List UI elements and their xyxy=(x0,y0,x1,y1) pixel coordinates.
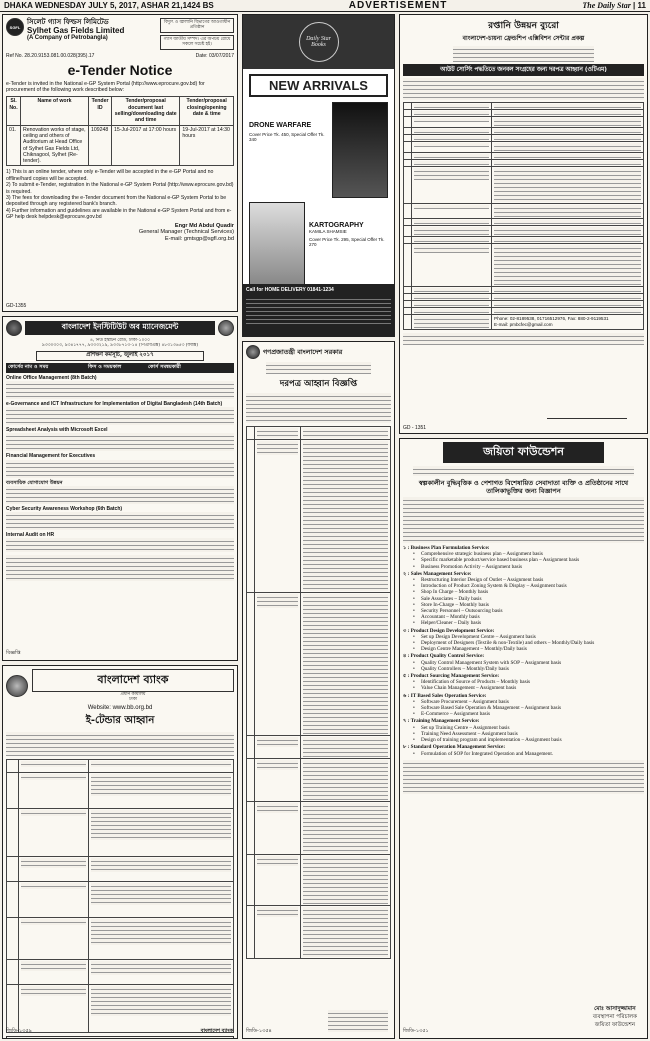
govt-heading: দরপত্র আহ্বান বিজ্ঞপ্তি xyxy=(279,379,358,389)
book2-author: KAMILA SHAMSIE xyxy=(309,229,347,234)
daily-star-books-logo: Daily Star Books xyxy=(299,22,339,62)
bullet-icon: • xyxy=(413,685,415,692)
service-item-text: Design of training program and implementation – Assignment basis xyxy=(421,737,562,744)
course-list xyxy=(6,375,234,552)
govt-title: গণপ্রজাতন্ত্রী বাংলাদেশ সরকার xyxy=(263,347,343,356)
govt-tender-table xyxy=(246,426,391,959)
ref-number: Ref No. 28.20.9153.081.00.028(395).17 xyxy=(6,52,95,59)
signer-designation: General Manager (Technical Services) xyxy=(138,229,234,236)
bullet-icon: • xyxy=(413,698,415,705)
govt-signature-block xyxy=(328,1010,388,1032)
service-item-text: Identification of Source of Products – Monthly basis xyxy=(421,679,531,686)
service-item-text: Business Promotion Activity – Assignment basis xyxy=(421,563,523,570)
bim-address: ৪, নিউ ইস্কাটন রোড, ঢাকা-১০০০ xyxy=(89,338,151,343)
service-heading: ৩ : Product Design Development Service: xyxy=(403,627,495,634)
bim-program-title: প্রশিক্ষণ কর্মসূচি, জুলাই ২০১৭ xyxy=(36,351,204,361)
bullet-icon: • xyxy=(413,595,415,602)
bullet-icon: • xyxy=(413,724,415,731)
col-closing: Tender/proposal closing/opening date & time xyxy=(180,97,234,125)
joyita-subtitle: স্বল্পকালীন বুদ্ধিবৃত্তিক ও পেশাগত বিশেষায়িত সেবাদাতা ব্যক্তি ও প্রতিষ্ঠানের সাথে তালিকাভুক্তির জন্য বিজ্ঞাপন xyxy=(418,479,629,495)
bullet-icon: • xyxy=(413,551,415,558)
masthead-logo: The Daily Star | 11 xyxy=(582,1,646,10)
list-item: e-Governance and ICT Infrastructure for Implementation of Digital Bangladesh (14th Batch) xyxy=(6,401,234,425)
bullet-icon: • xyxy=(413,646,415,653)
section-title: ADVERTISEMENT xyxy=(348,0,448,11)
books-footer: Call for HOME DELIVERY 01841-1234 xyxy=(243,284,394,336)
ad-code: GD-1355 xyxy=(6,303,27,309)
bb-sub2: ঢাকা xyxy=(128,697,138,703)
bullet-icon: • xyxy=(413,659,415,666)
daily-star-books-ad xyxy=(242,14,395,337)
bullet-icon: • xyxy=(413,608,415,615)
bullet-icon: • xyxy=(413,563,415,570)
service-heading: ৬ : IT Based Sales Operation Service: xyxy=(403,692,487,699)
bim-training-ad xyxy=(2,316,238,661)
cell-id: 109248 xyxy=(89,125,112,166)
service-item-text: Deployment of Designers (Textile & non-Textile) and others – Monthly/Daily basis xyxy=(421,640,595,647)
joyita-foundation-ad xyxy=(399,438,648,1039)
epb-heading: আউট সোর্সিং পদ্ধতিতে জনবল সংগ্রহের জন্য দরপত্র আহ্বান (ওটিএম) xyxy=(403,64,644,76)
list-item xyxy=(403,620,644,626)
bullet-icon: • xyxy=(413,750,415,757)
sgfl-tender-ad xyxy=(2,14,238,312)
service-item-text: Training Need Assessment – Assignment basis xyxy=(421,730,518,737)
ad-code: জিডি-১৩৫৯ xyxy=(6,1028,32,1034)
col-work: Name of work xyxy=(21,97,89,125)
bullet-icon: • xyxy=(413,601,415,608)
list-item xyxy=(403,751,644,757)
col-id: Tender ID xyxy=(89,97,112,125)
bullet-icon: • xyxy=(413,620,415,627)
org-name-bn: সিলেট গ্যাস ফিল্ডস লিমিটেড xyxy=(27,18,109,26)
note-3: 3) The fees for downloading the e-Tender document from the National e-GP System Portal to be deposited through any registered bank's branch. xyxy=(6,195,227,208)
bim-table-header xyxy=(6,363,234,373)
edition-line: DHAKA WEDNESDAY JULY 5, 2017, ASHAR 21,1424 BS xyxy=(4,1,214,10)
book2-price: Cover Price Tk. 295, Special Offer Tk. 270 xyxy=(309,237,385,247)
epb-signature xyxy=(547,405,627,419)
bim-footer-text xyxy=(6,555,234,581)
list-item: Spreadsheet Analysis with Microsoft Excel xyxy=(6,427,234,451)
bb-footer-org: বাংলাদেশ ব্যাংক xyxy=(200,1028,233,1034)
cell-sl: 01. xyxy=(7,125,21,166)
bullet-icon: • xyxy=(413,705,415,712)
cell-closing: 19-Jul-2017 at 14:30 hours xyxy=(180,125,234,166)
signer-email: E-mail: gmtsgp@sgfl.org.bd xyxy=(164,235,234,242)
service-item-text: Store In-Charge – Monthly basis xyxy=(421,601,489,608)
service-item-text: E-Commerce – Assignment basis xyxy=(421,711,491,718)
list-item xyxy=(403,646,644,652)
bullet-icon: • xyxy=(413,577,415,584)
epb-title: রপ্তানি উন্নয়ন ব্যুরো xyxy=(488,21,559,31)
bullet-icon: • xyxy=(413,665,415,672)
note-2: 2) To submit e-Tender, registration in the National e-GP System Portal (http://www.eprocure.gov.bd) is required. xyxy=(6,182,234,195)
note-4: 4) Further information and guidelines are available in the National e-GP System Portal and from e-GP help desk helpdesk@eprocure.gov.bd xyxy=(6,207,232,221)
bim-title: বাংলাদেশ ইনস্টিটিউট অব ম্যানেজমেন্ট xyxy=(25,321,215,335)
bullet-icon: • xyxy=(413,679,415,686)
cell-selling: 15-Jul-2017 at 17:00 hours xyxy=(112,125,180,166)
service-heading: ৮ : Standard Operation Management Service: xyxy=(403,744,506,751)
bb-title: বাংলাদেশ ব্যাংক xyxy=(32,669,234,692)
book2-title: KARTOGRAPHY xyxy=(309,222,364,229)
col-sl: Sl. No. xyxy=(7,97,21,125)
epb-tender-table xyxy=(403,102,644,330)
notice-intro: e-Tender is invited in the National e-GP System Portal (http://www.eprocure.gov.bd) for procurement of the following work described below: xyxy=(6,80,205,94)
service-item-text: Sale Associates – Daily basis xyxy=(421,595,482,602)
service-heading: ৪ : Product Quality Control Service: xyxy=(403,653,485,660)
bullet-icon: • xyxy=(413,589,415,596)
bim-col-fee: ফিস ও সময়কাল xyxy=(88,363,122,370)
service-heading: ৫ : Product Sourcing Management Service: xyxy=(403,673,500,680)
book1-cover-image xyxy=(332,102,388,198)
service-item-text: Set up Training Centre – Assignment basis xyxy=(421,724,510,731)
ad-code: GD - 1351 xyxy=(403,425,427,431)
bullet-icon: • xyxy=(413,583,415,590)
service-item-text: Helper/Cleaner – Daily basis xyxy=(421,620,482,627)
cell-work: Renovation works of stage, ceiling and others of Auditorium at Head Office of Sylhet Gas Fields Ltd, Chiknagool, Sylhet (Re-tender). xyxy=(21,125,89,166)
sgfl-logo-icon: SGFL xyxy=(6,18,24,36)
notice-date: Date: 03/07/2017 xyxy=(195,52,234,59)
bullet-icon: • xyxy=(413,614,415,621)
service-item-text: Comprehensive strategic business plan – Assignment basis xyxy=(421,551,543,558)
service-heading: ১ : Business Plan Formulation Service: xyxy=(403,545,490,551)
col-selling: Tender/proposal document last selling/downloading date and time xyxy=(112,97,180,125)
org-subtitle: (A Company of Petrobangla) xyxy=(27,35,108,41)
service-item-text: Value Chain Management – Assignment basis xyxy=(421,685,517,692)
book1-price: Cover Price Tk. 450, Special Offer Tk. 340 xyxy=(249,132,325,142)
bullet-icon: • xyxy=(413,737,415,744)
service-item-text: Formulation of SOP for Integrated Operation and Management. xyxy=(421,750,554,757)
service-sections xyxy=(403,545,644,757)
bullet-icon: • xyxy=(413,557,415,564)
list-item xyxy=(403,666,644,672)
service-item-text: Design Centre Management – Monthly/Daily basis xyxy=(421,646,527,653)
bb-logo-icon xyxy=(6,675,28,697)
notice-title: e-Tender Notice xyxy=(67,61,173,78)
org-name-en: Sylhet Gas Fields Limited xyxy=(27,26,125,35)
service-item-text: Shop In Charge – Monthly basis xyxy=(421,589,489,596)
bb-website: Website: www.bb.org.bd xyxy=(87,704,153,711)
bb-tender-table xyxy=(6,759,234,1033)
epb-tender-ad xyxy=(399,14,648,434)
bim-emblem-icon xyxy=(6,320,22,336)
list-item: ব্যবসায়িক যোগাযোগ উন্নয়ন xyxy=(6,480,234,504)
epb-email: E-mail: pmbcfec@gmail.com xyxy=(494,321,553,327)
joyita-org: জয়িতা ফাউন্ডেশন xyxy=(594,1022,636,1028)
service-item-text: Quality Controllers – Monthly/Daily basis xyxy=(421,665,509,672)
note-1: 1) This is an online tender, where only e-Tender will be accepted in the e-GP Portal and no offline/hard copies will be accepted. xyxy=(6,169,214,182)
ministry-box: বিদ্যুৎ ও জ্বালানি বিভাগের আওতাধীন প্রতিষ্ঠান xyxy=(160,18,234,33)
service-item-text: Accountant – Monthly basis xyxy=(421,614,480,621)
bb-sub1: প্রধান কার্যালয় xyxy=(120,692,146,697)
list-item xyxy=(403,711,644,717)
bullet-icon: • xyxy=(413,730,415,737)
ad-code: জিডি-১৩৫৪ xyxy=(246,1028,272,1034)
list-item xyxy=(403,564,644,570)
signer-name: Engr Md Abdul Quadir xyxy=(174,222,234,229)
bangladesh-bank-ad xyxy=(2,665,238,1039)
page-header xyxy=(0,0,650,12)
service-item-text: Set up Design Development Centre – Assignment basis xyxy=(421,633,536,640)
service-item-text: Introduction of Product Zoning System & Display – Assignment basis xyxy=(421,583,567,590)
service-item-text: Software Based Sale Operation & Management – Assignment basis xyxy=(421,705,562,712)
bullet-icon: • xyxy=(413,711,415,718)
bim-phone: ৯৩৩০৩০৩, ৯৩৪১৭৭৭, ৯৩৩৩২১৯, ৯৩৩৮৭১৩-১৪ (পিএবিএক্স) ৪৮৩১৩৬৫৩ (ফ্যাক্স) xyxy=(41,343,199,349)
service-item-text: Software Procurement – Assignment basis xyxy=(421,698,509,705)
govt-emblem-icon xyxy=(246,345,260,359)
bb-footer-box xyxy=(6,1036,234,1039)
list-item: Cyber Security Awareness Workshop (6th Batch) xyxy=(6,506,234,530)
service-item-text: Restructuring Interior Design of Outlet – Assignment basis xyxy=(421,577,544,584)
service-item-text: Quality Control Management System with SOP – Assignment basis xyxy=(421,659,562,666)
govt-tender-ad xyxy=(242,341,395,1039)
epb-phone: Phone: 02-8189538, 01716512976, Fax: 880-2-9119531 xyxy=(494,316,609,321)
list-item: Online Office Management (8th Batch) xyxy=(6,375,234,399)
list-item: Financial Management for Executives xyxy=(6,453,234,477)
list-item xyxy=(403,737,644,743)
epb-subtitle: বাংলাদেশ-চায়না ফ্রেন্ডশিপ এক্সিবিশন সেন্টার প্রকল্প xyxy=(462,35,585,42)
service-heading: ২ : Sales Management Service: xyxy=(403,570,472,577)
tender-table xyxy=(6,96,234,166)
service-item-text: Specific marketable product/service based business plan – Assignment basis xyxy=(421,557,580,564)
new-arrivals-banner: NEW ARRIVALS xyxy=(249,74,388,97)
bb-heading: ই-টেন্ডার আহ্বান xyxy=(85,714,155,726)
joyita-title: জয়িতা ফাউন্ডেশন xyxy=(443,442,604,463)
service-item-text: Security Personnel – Outsourcing basis xyxy=(421,608,503,615)
bim-logo-icon xyxy=(218,320,234,336)
bb-intro-text xyxy=(6,732,234,756)
bullet-icon: • xyxy=(413,633,415,640)
ad-code: জিডি-১৩৫১ xyxy=(403,1028,429,1034)
bim-col-course: কোর্সের নাম ও সময় xyxy=(8,363,49,370)
joyita-signer: মোঃ আসাদুজ্জামান xyxy=(594,1006,636,1012)
book1-title: DRONE WARFARE xyxy=(249,122,312,129)
bullet-icon: • xyxy=(413,640,415,647)
ad-code: বিজ্ঞপ্তি xyxy=(6,650,21,656)
list-item: Internal Audit on HR xyxy=(6,532,234,552)
bim-col-coordinator: কোর্স সমন্বয়কারী xyxy=(148,363,181,370)
joyita-designation: ব্যবস্থাপনা পরিচালক xyxy=(592,1014,637,1020)
list-item xyxy=(403,685,644,691)
slogan-box: গ্যাস জাতীয় সম্পদ। এর অপচয় রোধে সকলে সচেষ্ট হই। xyxy=(160,35,234,50)
service-heading: ৭ : Training Management Service: xyxy=(403,718,480,725)
